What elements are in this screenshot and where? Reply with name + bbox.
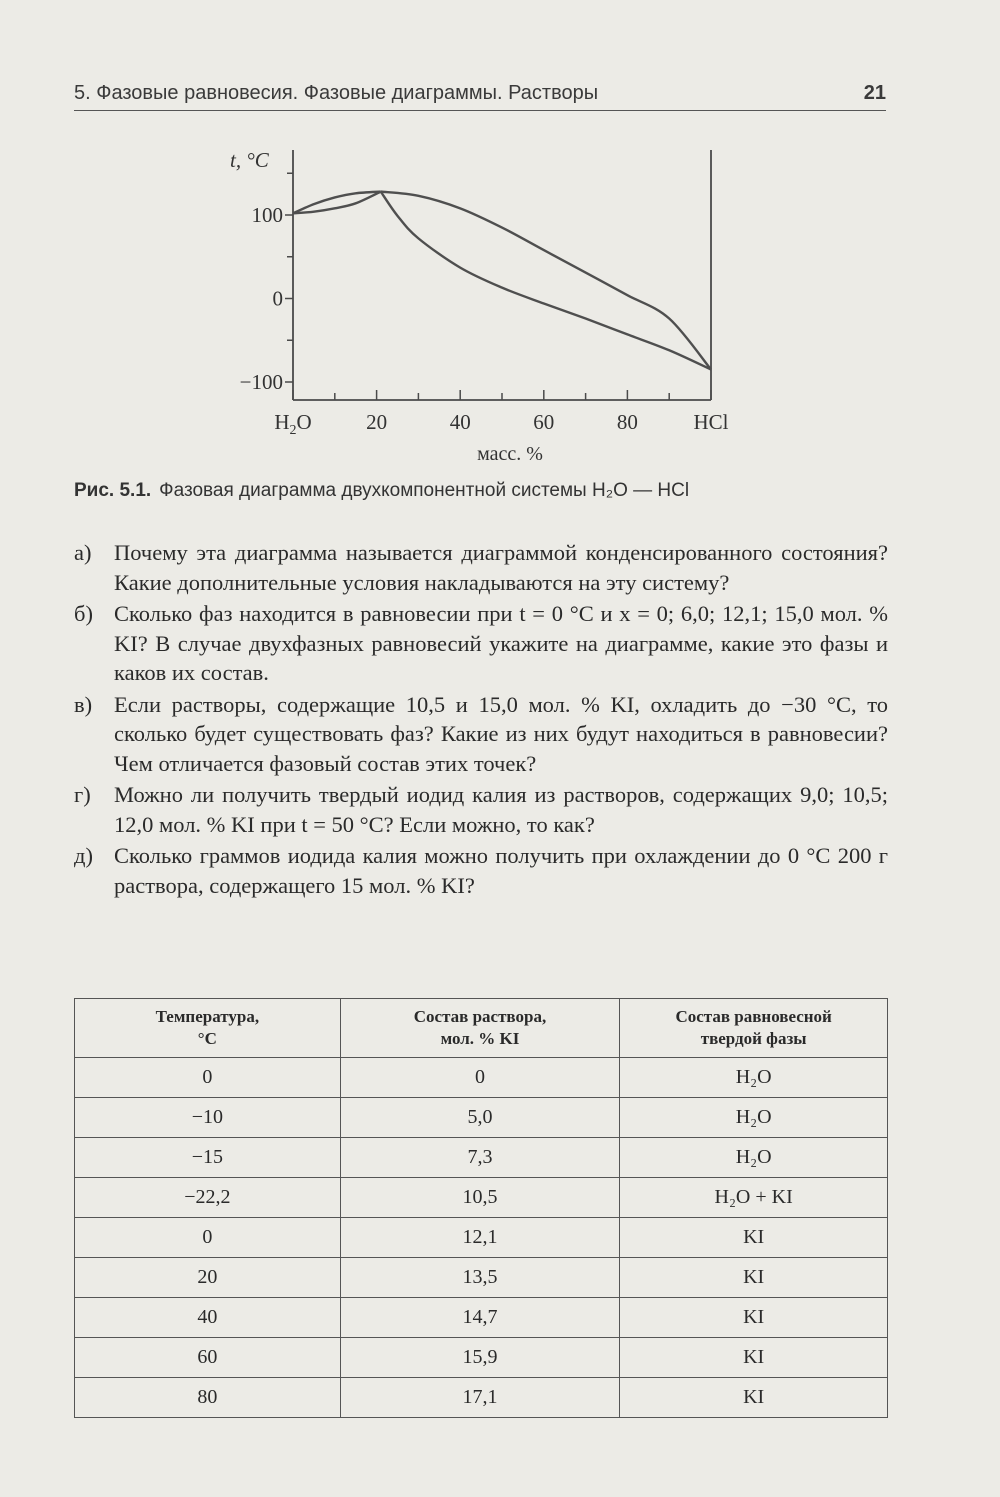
cell-temperature: −22,2: [75, 1178, 341, 1218]
cell-solution: 12,1: [340, 1218, 620, 1258]
question-letter: б): [74, 601, 93, 626]
table-row: [75, 1098, 888, 1138]
cell-temperature: −10: [75, 1098, 341, 1138]
table-row: [75, 1378, 888, 1418]
cell-solid-phase: KI: [620, 1378, 888, 1418]
x-axis-label: масс. %: [477, 443, 543, 465]
x-tick-label: 40: [449, 410, 471, 434]
cell-solid-phase: H₂O: [620, 1058, 888, 1098]
cell-solid-phase: KI: [620, 1218, 888, 1258]
question-item: [74, 690, 888, 779]
cell-solution: 10,5: [340, 1178, 620, 1218]
cell-solution: 7,3: [340, 1138, 620, 1178]
figure-label: Рис. 5.1.: [74, 480, 152, 501]
header-line: °C: [197, 1029, 217, 1048]
figure-caption-text: Фазовая диаграмма двухкомпонентной системы H₂O — HCl: [159, 480, 690, 501]
y-axis-label: t, °C: [230, 148, 269, 172]
question-text: Почему эта диаграмма называется диаграммой конденсированного состояния? Какие дополнительные условия накладываются на эту систему?: [114, 540, 888, 595]
cell-solid-phase: H₂O + KI: [620, 1178, 888, 1218]
cell-solution: 15,9: [340, 1338, 620, 1378]
header-line: мол. % KI: [440, 1029, 520, 1048]
cell-temperature: 40: [75, 1298, 341, 1338]
cell-temperature: 0: [75, 1058, 341, 1098]
question-letter: д): [74, 843, 93, 868]
cell-temperature: 80: [75, 1378, 341, 1418]
question-item: [74, 538, 888, 597]
question-text: Можно ли получить твердый иодид калия из растворов, содержащих 9,0; 10,5; 12,0 мол. % KI при t = 50 °C? Если можно, то как?: [114, 782, 888, 837]
column-header-solid-phase: [620, 999, 888, 1058]
y-tick-label: 0: [272, 286, 283, 311]
chart-lines: [293, 192, 711, 370]
cell-solid-phase: H₂O: [620, 1098, 888, 1138]
question-text: Сколько граммов иодида калия можно получить при охлаждении до 0 °C 200 г раствора, содержащего 15 мол. % KI?: [114, 843, 888, 898]
question-letter: в): [74, 691, 93, 717]
phase-diagram-chart: [0, 0, 1000, 480]
x-tick-label: 60: [533, 410, 555, 434]
column-header-temperature: [75, 999, 341, 1058]
questions-list: [74, 538, 888, 902]
question-text: Сколько фаз находится в равновесии при t = 0 °C и x = 0; 6,0; 12,1; 15,0 мол. % KI? В случае двухфазных равновесий укажите на диаграмме, какие это фазы и каков их состав.: [114, 601, 888, 685]
cell-solid-phase: H₂O: [620, 1138, 888, 1178]
page-number: 21: [863, 82, 886, 104]
table-row: [75, 1218, 888, 1258]
subscript: 2: [289, 423, 297, 438]
cell-solution: 14,7: [340, 1298, 620, 1338]
section-title: 5. Фазовые равновесия. Фазовые диаграммы. Растворы: [74, 82, 599, 104]
cell-solution: 0: [340, 1058, 620, 1098]
y-tick-label: −100: [239, 370, 283, 394]
x-tick-label: HCl: [693, 410, 729, 434]
header-line: Состав равновесной: [675, 1007, 832, 1026]
column-header-solution: [340, 999, 620, 1058]
tick-text: O: [296, 410, 312, 434]
header-line: твердой фазы: [700, 1029, 807, 1048]
solubility-table: [74, 998, 888, 1418]
header-line: Температура,: [155, 1007, 260, 1026]
table-header-row: [75, 999, 888, 1058]
series-line-liquid-right: [381, 192, 711, 370]
series-line-vapor-left: [293, 192, 381, 214]
x-tick-label: $H_2O$: [274, 410, 312, 438]
cell-temperature: 20: [75, 1258, 341, 1298]
header-line: Состав раствора,: [413, 1007, 547, 1026]
cell-solid-phase: KI: [620, 1338, 888, 1378]
cell-solution: 17,1: [340, 1378, 620, 1418]
cell-temperature: 60: [75, 1338, 341, 1378]
y-tick-label: 100: [251, 203, 283, 227]
table-row: [75, 1258, 888, 1298]
x-tick-label: 80: [616, 410, 638, 434]
cell-temperature: −15: [75, 1138, 341, 1178]
cell-solution: 5,0: [340, 1098, 620, 1138]
question-text: Если растворы, содержащие 10,5 и 15,0 мол. % KI, охладить до −30 °C, то сколько будет существовать фаз? Какие из них будут находиться в равновесии? Чем отличается фазовый состав этих точек?: [114, 691, 888, 776]
table-row: [75, 1298, 888, 1338]
table-row: [75, 1138, 888, 1178]
question-item: [74, 599, 888, 688]
cell-solid-phase: KI: [620, 1298, 888, 1338]
table-row: [75, 1058, 888, 1098]
cell-temperature: 0: [75, 1218, 341, 1258]
question-letter: г): [74, 782, 91, 807]
figure-caption: [74, 480, 886, 502]
question-letter: а): [74, 540, 92, 565]
x-tick-label: 20: [366, 410, 388, 434]
question-item: [74, 841, 888, 900]
series-line-liquid-left: [293, 192, 381, 214]
cell-solution: 13,5: [340, 1258, 620, 1298]
question-item: [74, 780, 888, 839]
table-row: [75, 1178, 888, 1218]
chart-axes: [293, 150, 711, 400]
series-line-vapor-right: [381, 192, 711, 370]
cell-solid-phase: KI: [620, 1258, 888, 1298]
table-row: [75, 1338, 888, 1378]
